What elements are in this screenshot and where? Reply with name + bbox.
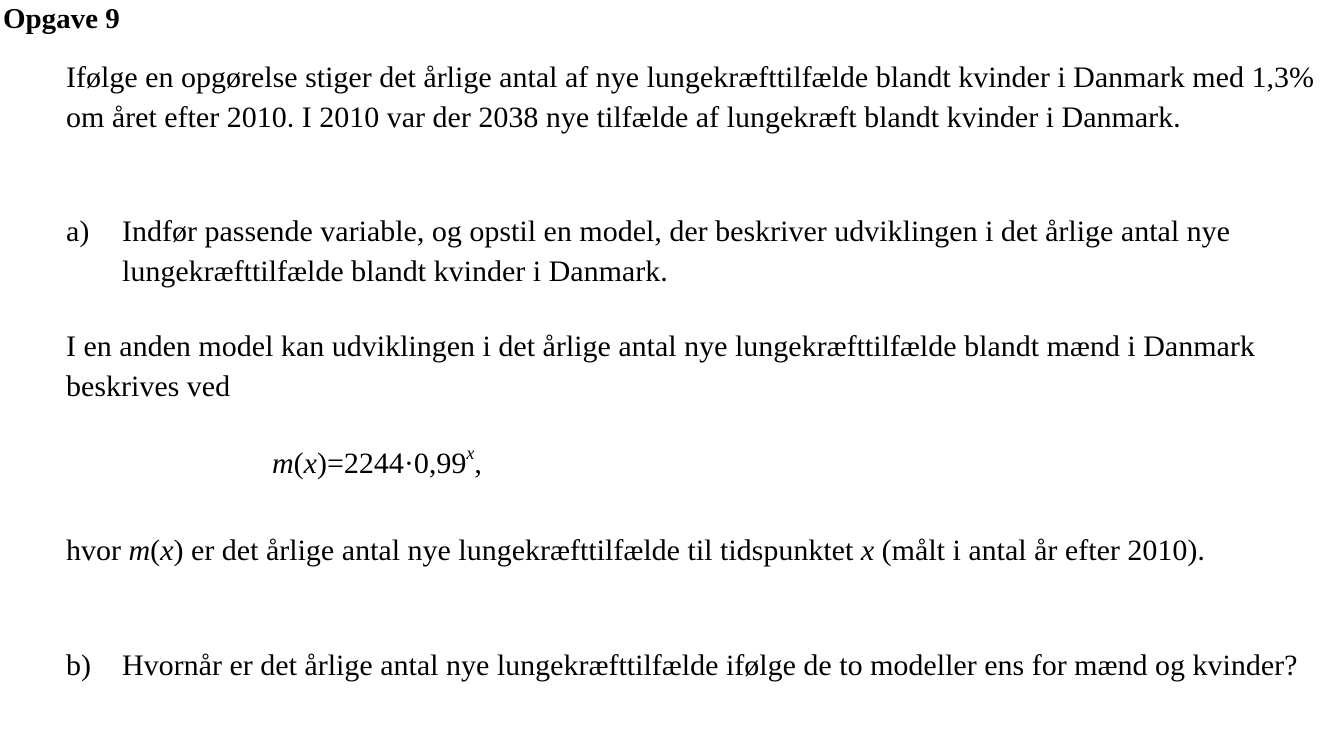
intro-paragraph: Ifølge en opgørelse stiger det årlige antal af nye lungekræfttilfælde blandt kvinder i Danmark med 1,3% om året efter 2010. I 2010 var der 2038 nye tilfælde af lungekræft blandt kvinder i Danmark. <box>66 61 1314 134</box>
model-intro-paragraph: I en anden model kan udviklingen i det årlige antal nye lungekræfttilfælde blandt mænd i Danmark beskrives ved <box>66 330 1255 403</box>
formula-base: 0,99 <box>413 447 467 480</box>
question-b <box>66 646 1324 686</box>
formula-coefficient: 2244 <box>343 447 404 480</box>
exercise-title: Opgave 9 <box>3 3 120 35</box>
explanation-paragraph: hvor m(x) er det årlige antal nye lungekræfttilfælde til tidspunktet x (målt i antal år efter 2010). <box>66 534 1205 567</box>
model-formula: $m(x)=2244\cdot 0,99^x$, <box>272 443 482 480</box>
question-a-text: Indfør passende variable, og opstil en model, der beskriver udviklingen i det årlige antal nye lungekræfttilfælde blandt kvinder i Danmark. <box>122 215 1230 288</box>
question-b-label: b) <box>66 649 91 682</box>
question-a <box>66 212 1324 292</box>
formula-exponent: x <box>466 443 475 463</box>
question-b-text: Hvornår er det årlige antal nye lungekræfttilfælde ifølge de to modeller ens for mænd og kvinder? <box>122 649 1298 682</box>
explanation-function: m <box>128 534 151 567</box>
formula-dot: · <box>403 447 414 480</box>
explanation-prefix: hvor <box>66 534 129 567</box>
question-a-label: a) <box>66 215 90 248</box>
formula-variable: x <box>303 447 317 480</box>
formula-function: m <box>272 447 294 480</box>
explanation-suffix: (målt i antal år efter 2010). <box>874 534 1205 567</box>
explanation-variable-2: x <box>860 534 875 567</box>
formula-equals: = <box>327 447 344 480</box>
explanation-middle: er det årlige antal nye lungekræfttilfælde til tidspunktet <box>183 534 861 567</box>
explanation-variable: x <box>160 534 174 567</box>
formula-trailing-comma: , <box>474 447 482 480</box>
